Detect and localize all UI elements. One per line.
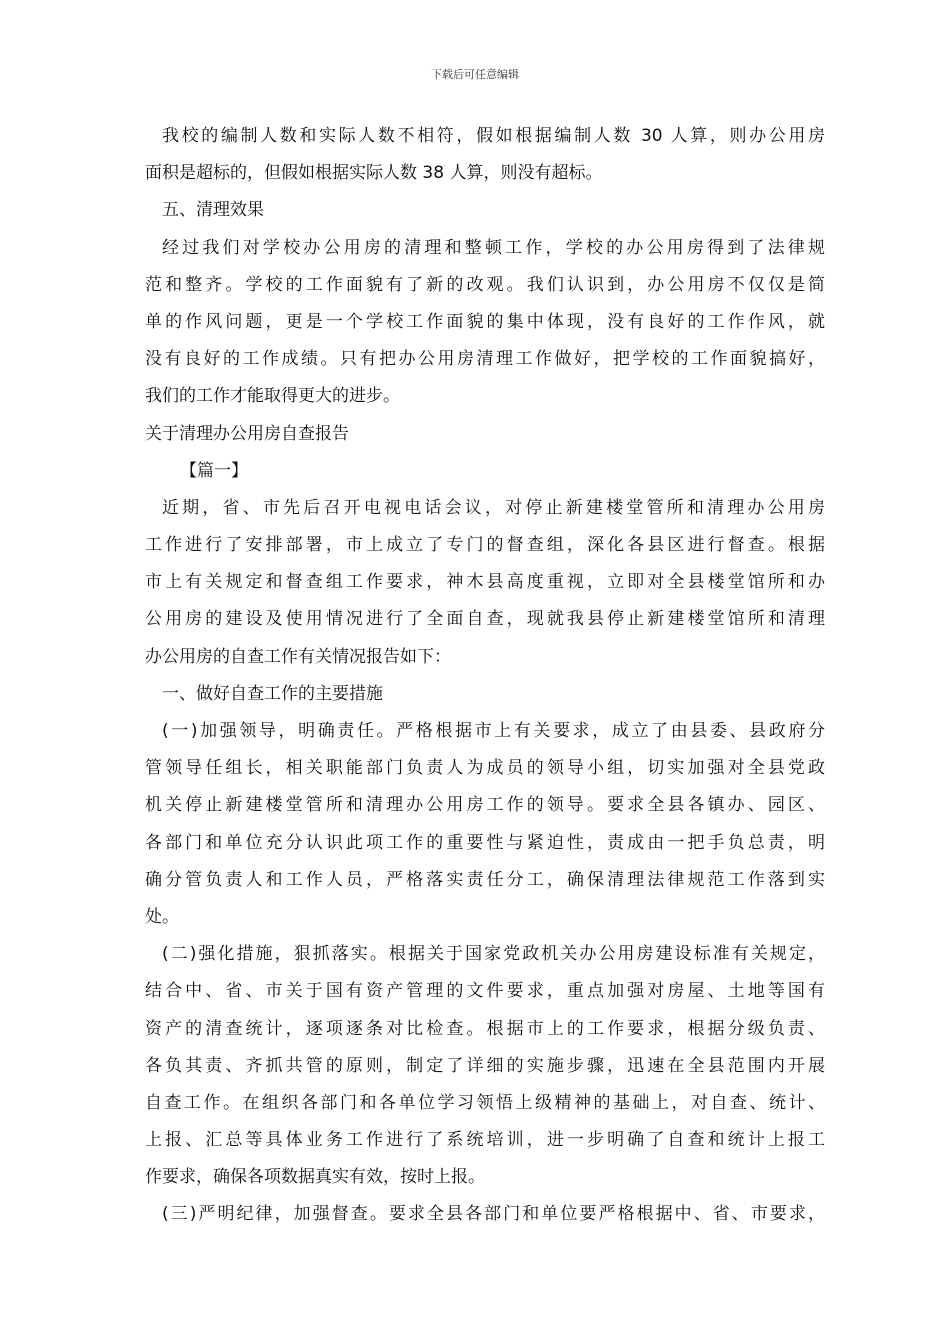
text-line: 一、做好自查工作的主要措施 <box>162 683 383 704</box>
text-line: 五、清理效果 <box>162 200 264 221</box>
text-line: (三)严明纪律，加强督查。要求全县各部门和单位要严格根据中、省、市要求， <box>162 1204 825 1225</box>
header-note: 下载后可任意编辑 <box>431 68 519 81</box>
text-line: 近期，省、市先后召开电视电话会议，对停止新建楼堂管所和清理办公用房 <box>162 497 825 518</box>
text-line: (一)加强领导，明确责任。严格根据市上有关要求，成立了由县委、县政府分 <box>162 721 825 741</box>
text-line: 【篇一】 <box>180 460 248 481</box>
text-line: 机关停止新建楼堂管所和清理办公用房工作的领导。要求全县各镇办、园区、 <box>145 795 825 816</box>
text-line: 市上有关规定和督查组工作要求，神木县高度重视，立即对全县楼堂馆所和办 <box>145 572 825 593</box>
text-line: 经过我们对学校办公用房的清理和整顿工作，学校的办公用房得到了法律规 <box>162 237 825 258</box>
document-body <box>145 118 825 1234</box>
text-line: 办公用房的自查工作有关情况报告如下： <box>145 646 451 667</box>
text-line: 确分管负责人和工作人员，严格落实责任分工，确保清理法律规范工作落到实 <box>145 869 825 890</box>
text-line: 关于清理办公用房自查报告 <box>145 423 349 444</box>
text-line: 各负其责、齐抓共管的原则，制定了详细的实施步骤，迅速在全县范围内开展 <box>145 1055 825 1076</box>
text-line: (二)强化措施，狠抓落实。根据关于国家党政机关办公用房建设标准有关规定， <box>162 944 825 965</box>
text-line: 作要求，确保各项数据真实有效，按时上报。 <box>145 1167 485 1188</box>
text-line: 没有良好的工作成绩。只有把办公用房清理工作做好，把学校的工作面貌搞好， <box>145 349 825 370</box>
text-line: 管领导任组长，相关职能部门负责人为成员的领导小组，切实加强对全县党政 <box>145 758 825 779</box>
text-line: 公用房的建设及使用情况进行了全面自查，现就我县停止新建楼堂馆所和清理 <box>145 609 825 630</box>
text-line: 上报、汇总等具体业务工作进行了系统培训，进一步明确了自查和统计上报工 <box>145 1130 825 1151</box>
text-line: 结合中、省、市关于国有资产管理的文件要求，重点加强对房屋、土地等国有 <box>145 981 825 1002</box>
text-line: 我们的工作才能取得更大的进步。 <box>145 386 400 407</box>
text-line: 各部门和单位充分认识此项工作的重要性与紧迫性，责成由一把手负总责，明 <box>145 832 825 853</box>
text-line: 自查工作。在组织各部门和各单位学习领悟上级精神的基础上，对自查、统计、 <box>145 1092 825 1113</box>
text-line: 范和整齐。学校的工作面貌有了新的改观。我们认识到，办公用房不仅仅是简 <box>145 274 825 295</box>
text-line: 处。 <box>145 906 179 927</box>
text-line: 单的作风问题，更是一个学校工作面貌的集中体现，没有良好的工作作风，就 <box>145 311 825 332</box>
text-line: 面积是超标的，但假如根据实际人数 38 人算，则没有超标。 <box>145 163 603 184</box>
text-line: 工作进行了安排部署，市上成立了专门的督查组，深化各县区进行督查。根据 <box>145 535 825 556</box>
text-line: 资产的清查统计，逐项逐条对比检查。根据市上的工作要求，根据分级负责、 <box>145 1018 825 1039</box>
text-line: 我校的编制人数和实际人数不相符，假如根据编制人数 30 人算，则办公用房 <box>162 126 825 146</box>
